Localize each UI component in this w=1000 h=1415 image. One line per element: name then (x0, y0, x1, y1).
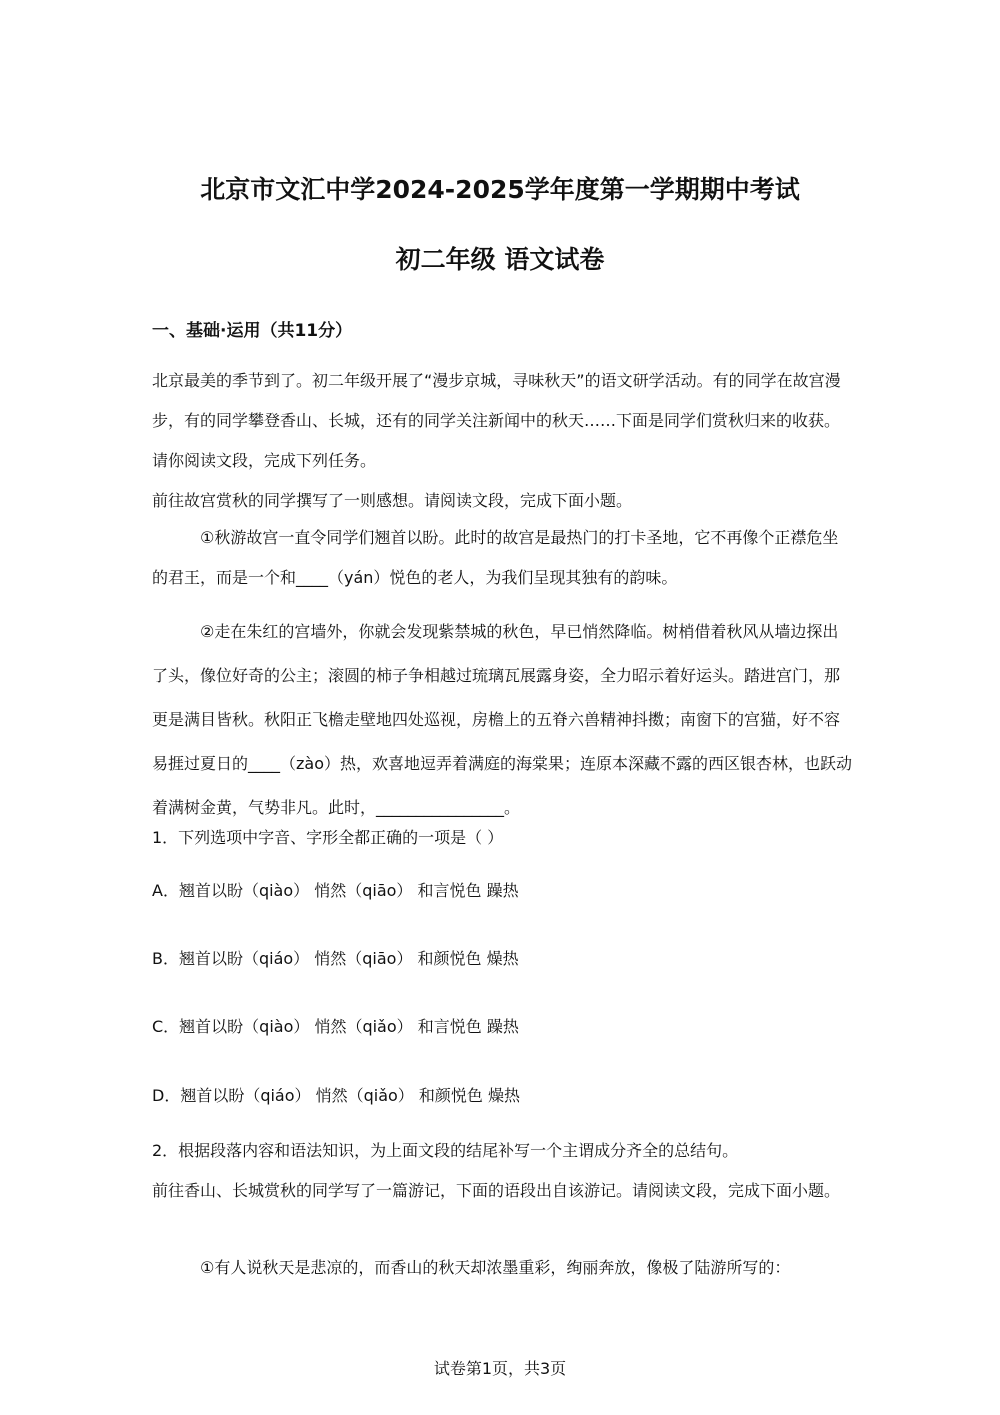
question1-option-c: C．翘首以盼（qiào） 悄然（qiǎo） 和言悦色 躁热 (152, 1017, 519, 1036)
passage1-paragraph-2: ②走在朱红的宫墙外，你就会发现紫禁城的秋色，早已悄然降临。树梢借着秋风从墙边探出了头，像位好奇的公主；滚圆的柿子争相越过琉璃瓦展露身姿，全力昭示着好运头。踏进宫门，那更是满目皆秋。秋阳正飞檐走壁地四处巡视，房檐上的五脊六兽精神抖擞；南窗下的宫猫，好不容易捱过夏日的____（zào）热，欢喜地逗弄着满庭的海棠果；连原本深藏不露的西区银杏林，也跃动着满树金黄，气势非凡。此时，________________。 (152, 622, 852, 817)
question1-option-d: D．翘首以盼（qiáo） 悄然（qiǎo） 和颜悦色 燥热 (152, 1086, 520, 1105)
passage2-paragraph-1: ①有人说秋天是悲凉的，而香山的秋天却浓墨重彩，绚丽奔放，像极了陆游所写的： (200, 1258, 791, 1277)
page-footer: 试卷第1页，共3页 (433, 1359, 567, 1378)
question2-stem: 2．根据段落内容和语法知识，为上面文段的结尾补写一个主谓成分齐全的总结句。 (152, 1141, 739, 1160)
section-heading: 一、基础·运用（共11分） (152, 321, 353, 341)
passage1-paragraph-1: ①秋游故宫一直令同学们翘首以盼。此时的故宫是最热门的打卡圣地，它不再像个正襟危坐的君王，而是一个和____（yán）悦色的老人，为我们呈现其独有的韵味。 (152, 528, 839, 587)
question1-option-a: A．翘首以盼（qiào） 悄然（qiāo） 和言悦色 躁热 (152, 881, 519, 900)
question1-stem: 1．下列选项中字音、字形全都正确的一项是（ ） (152, 828, 504, 847)
intro-paragraph: 北京最美的季节到了。初二年级开展了“漫步京城，寻味秋天”的语文研学活动。有的同学在故宫漫步，有的同学攀登香山、长城，还有的同学关注新闻中的秋天……下面是同学们赏秋归来的收获。请你阅读文段，完成下列任务。 (152, 371, 841, 470)
exam-title: 北京市文汇中学2024-2025学年度第一学期期中考试 (200, 175, 800, 204)
intro-instruction: 前往故宫赏秋的同学撰写了一则感想。请阅读文段，完成下面小题。 (152, 491, 633, 510)
question1-option-b: B．翘首以盼（qiáo） 悄然（qiāo） 和颜悦色 燥热 (152, 949, 519, 968)
exam-subtitle: 初二年级 语文试卷 (395, 245, 605, 274)
intro2-paragraph: 前往香山、长城赏秋的同学写了一篇游记，下面的语段出自该游记。请阅读文段，完成下面小题。 (152, 1181, 841, 1200)
